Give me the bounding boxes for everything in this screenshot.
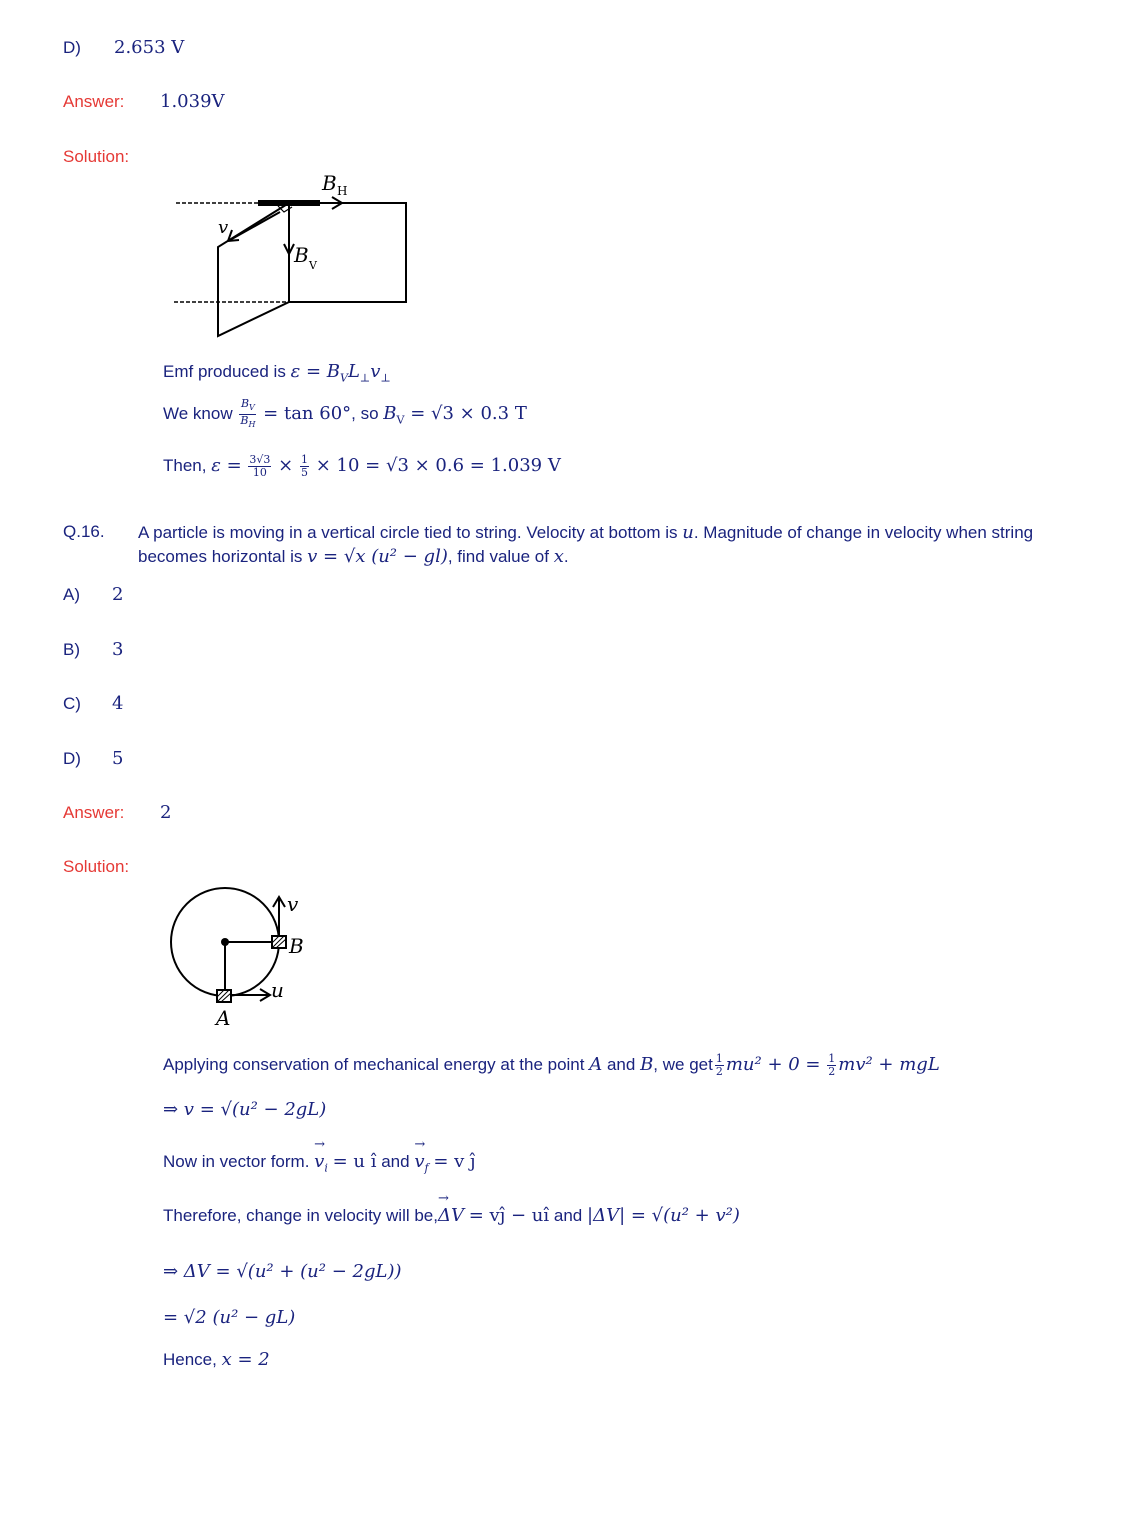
answer-label: Answer: xyxy=(63,92,125,111)
answer-label-q16: Answer: xyxy=(63,803,125,822)
answer-value-q16: 2 xyxy=(160,802,172,823)
change-velocity-line: Therefore, change in velocity will be,→ ΔV = vĵ − uî and |ΔV| = √(u² + v²) xyxy=(163,1205,740,1226)
label-bv-sub: V xyxy=(309,259,317,272)
label-bh-sub: H xyxy=(337,184,348,198)
hence-line: Hence, x = 2 xyxy=(163,1349,270,1370)
then-line: Then, ε = $\frac{3√3}{10}$ × $\frac{1}{5}$ × 10 = √3 × 0.6 = 1.039 V xyxy=(163,453,561,479)
label-u: u xyxy=(271,978,284,1002)
vector-form-line: Now in vector form. → $v_i = u$ î and → $v_f = v$ ĵ xyxy=(163,1151,476,1174)
option-d-value-q16: 5 xyxy=(112,748,124,769)
label-bh: B xyxy=(322,171,337,195)
option-c-label: C) xyxy=(63,694,81,713)
label-b: B xyxy=(289,934,304,958)
option-d-value: 2.653 V xyxy=(114,37,185,58)
delta-v-line2: = √2 (u² − gL) xyxy=(163,1307,296,1328)
delta-v-line1: ⇒ ΔV = √(u² + (u² − 2gL)) xyxy=(163,1261,402,1282)
option-c-value: 4 xyxy=(112,693,124,714)
option-a-label: A) xyxy=(63,585,80,604)
rod-magnetic-field-diagram xyxy=(170,168,420,343)
v-result-line: ⇒ v = √(u² − 2gL) xyxy=(163,1099,327,1120)
option-d-label: D) xyxy=(63,38,81,57)
vertical-circle-diagram xyxy=(160,885,320,1030)
option-b-label: B) xyxy=(63,640,80,659)
label-velocity: v xyxy=(218,217,229,238)
question-text-line1: A particle is moving in a vertical circle tied to string. Velocity at bottom is u. Magnitude of change in velocity when string xyxy=(138,522,1034,543)
question-number: Q.16. xyxy=(63,522,105,541)
label-bv: B xyxy=(294,243,309,267)
option-a-value: 2 xyxy=(112,584,124,605)
we-know-line: We know $\frac{B_V}{B_H}$ = tan 60°, so $B_V = √3 \times 0.3$ T xyxy=(163,397,527,430)
solution-label: Solution: xyxy=(63,147,130,166)
option-b-value: 3 xyxy=(112,639,124,660)
solution-label-q16: Solution: xyxy=(63,857,130,876)
emf-line: Emf produced is $\varepsilon = B_VL_\perp v_\perp$ xyxy=(163,361,391,385)
label-v: v xyxy=(287,892,299,916)
question-text-line2: becomes horizontal is v = √x (u² − gl), find value of x. xyxy=(138,546,569,567)
label-a: A xyxy=(216,1006,231,1030)
conservation-line: Applying conservation of mechanical energy at the point A and B, we get $\frac{1}{2}$ mu² + 0 = $\frac{1}{2}$ mv² + mgL xyxy=(163,1052,940,1078)
answer-value: 1.039V xyxy=(160,91,225,112)
option-d-label-q16: D) xyxy=(63,749,81,768)
